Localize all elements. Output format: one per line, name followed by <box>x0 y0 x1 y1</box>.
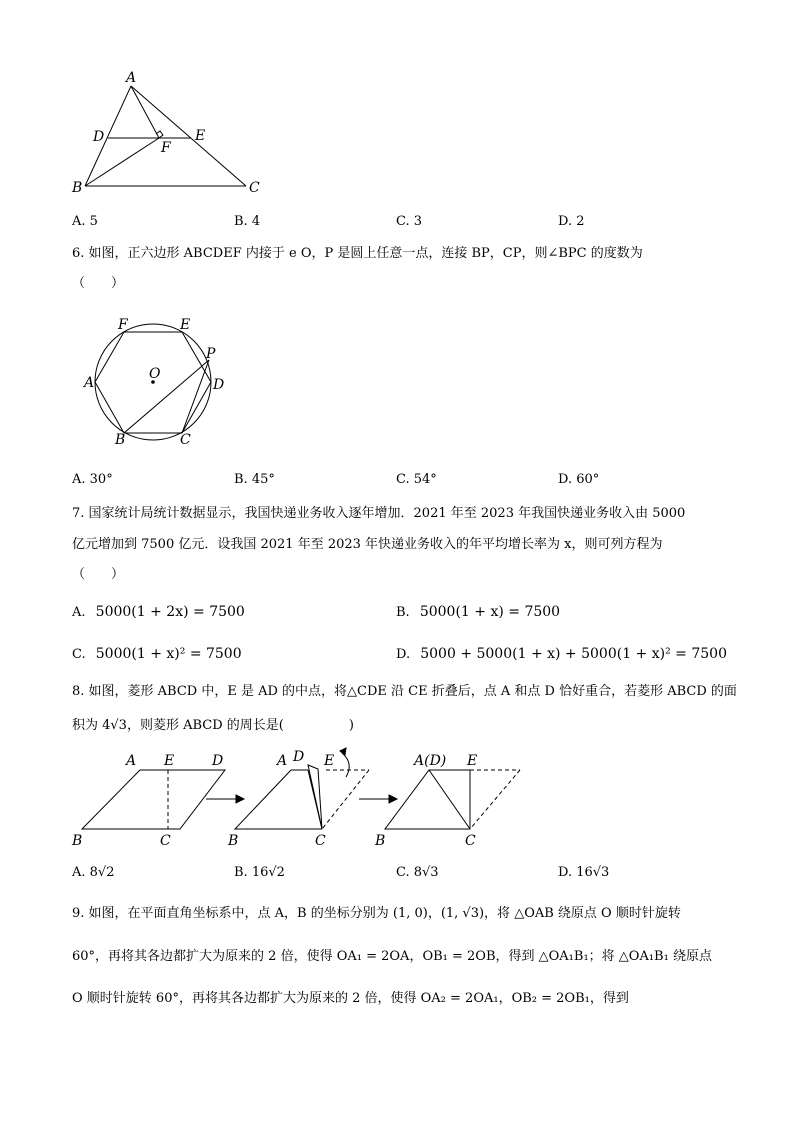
q7-option-c-label: C. <box>72 647 86 662</box>
fig2-label-e: E <box>324 753 335 769</box>
fig3-label-c: C <box>465 833 476 849</box>
q9-stem-line3: O 顺时针旋转 60°，再将其各边都扩大为原来的 2 倍，使得 OA₂ = 2OA₁，OB₂ = 2OB₁，得到 <box>72 991 629 1006</box>
q7-option-d-equation: 5000 + 5000(1 + x) + 5000(1 + x)² = 7500 <box>420 646 727 662</box>
label-c: C <box>180 432 191 448</box>
q7-option-b-equation: 5000(1 + x) = 7500 <box>419 604 561 620</box>
label-c: C <box>249 180 260 196</box>
q5-option-c[interactable]: C. 3 <box>396 214 423 229</box>
q8-option-c[interactable]: C. 8√3 <box>396 865 439 880</box>
q7-option-c-equation: 5000(1 + x)² = 7500 <box>95 646 242 662</box>
label-a: A <box>126 70 137 86</box>
q6-option-d[interactable]: D. 60° <box>558 472 600 487</box>
q6-stem-line1: 6. 如图，正六边形 ABCDEF 内接于 e O，P 是圆上任意一点，连接 BP，CP，则∠BPC 的度数为 <box>72 246 643 261</box>
fig3-label-ad: A(D) <box>414 753 447 769</box>
q6-option-a[interactable]: A. 30° <box>72 472 113 487</box>
q7-option-a[interactable] <box>72 604 245 620</box>
q7-option-b[interactable] <box>396 604 560 620</box>
q8-stem-line1: 8. 如图，菱形 ABCD 中，E 是 AD 的中点，将△CDE 沿 CE 折叠后，点 A 和点 D 恰好重合，若菱形 ABCD 的面 <box>72 684 737 699</box>
q7-option-b-label: B. <box>396 605 410 620</box>
fig1-label-c: C <box>160 833 171 849</box>
fig2-label-b: B <box>228 833 239 849</box>
fig1-label-e: E <box>164 753 175 769</box>
q8-stem-line2: 积为 4√3，则菱形 ABCD 的周长是( ) <box>72 718 354 733</box>
q5-option-d[interactable]: D. 2 <box>558 214 585 229</box>
label-b: B <box>115 432 126 448</box>
label-o: O <box>149 366 161 382</box>
q8-option-b[interactable]: B. 16√2 <box>234 865 285 880</box>
q5-option-b[interactable]: B. 4 <box>234 214 261 229</box>
label-a: A <box>84 375 95 391</box>
label-e: E <box>195 128 206 144</box>
q9-stem-line2: 60°，再将其各边都扩大为原来的 2 倍，使得 OA₁ = 2OA，OB₁ = 2OB，得到 △OA₁B₁；将 △OA₁B₁ 绕原点 <box>72 949 712 964</box>
fig2-label-d: D <box>293 749 305 765</box>
q7-option-c[interactable] <box>72 646 242 662</box>
q6-option-c[interactable]: C. 54° <box>396 472 437 487</box>
fig1-label-b: B <box>72 833 83 849</box>
q6-option-b[interactable]: B. 45° <box>234 472 275 487</box>
q7-stem-line2: 亿元增加到 7500 亿元．设我国 2021 年至 2023 年快递业务收入的年平均增长率为 x，则可列方程为 <box>72 537 663 552</box>
q7-option-a-label: A. <box>72 605 86 620</box>
q7-stem-line3: （ ） <box>72 567 125 582</box>
fig1-label-a: A <box>126 753 137 769</box>
fig2-label-c: C <box>315 833 326 849</box>
q7-option-d[interactable] <box>396 646 727 662</box>
fig3-label-b: B <box>375 833 386 849</box>
label-e: E <box>180 317 191 333</box>
label-b: B <box>72 180 83 196</box>
q9-stem-line1: 9. 如图，在平面直角坐标系中，点 A，B 的坐标分别为 (1, 0)，(1, √3)，将 △OAB 绕原点 O 顺时针旋转 <box>72 906 681 921</box>
q7-option-a-equation: 5000(1 + 2x) = 7500 <box>95 604 245 620</box>
label-f: F <box>118 317 128 333</box>
q8-option-a[interactable]: A. 8√2 <box>72 865 115 880</box>
q5-triangle-figure <box>60 60 280 200</box>
label-f: F <box>161 140 171 156</box>
q7-stem-line1: 7. 国家统计局统计数据显示，我国快递业务收入逐年增加．2021 年至 2023 年我国快递业务收入由 5000 <box>72 506 686 521</box>
q5-option-a[interactable]: A. 5 <box>72 214 98 229</box>
label-p: P <box>206 346 216 362</box>
q6-stem-line2: （ ） <box>72 276 125 291</box>
q7-option-d-label: D. <box>396 647 411 662</box>
label-d: D <box>213 377 225 393</box>
q8-fold-figure <box>60 745 540 855</box>
q6-hexagon-figure <box>80 316 230 446</box>
fig2-label-a: A <box>277 753 288 769</box>
label-d: D <box>93 129 105 145</box>
q8-option-d[interactable]: D. 16√3 <box>558 865 610 880</box>
fig3-label-e: E <box>467 753 478 769</box>
fig1-label-d: D <box>212 753 224 769</box>
